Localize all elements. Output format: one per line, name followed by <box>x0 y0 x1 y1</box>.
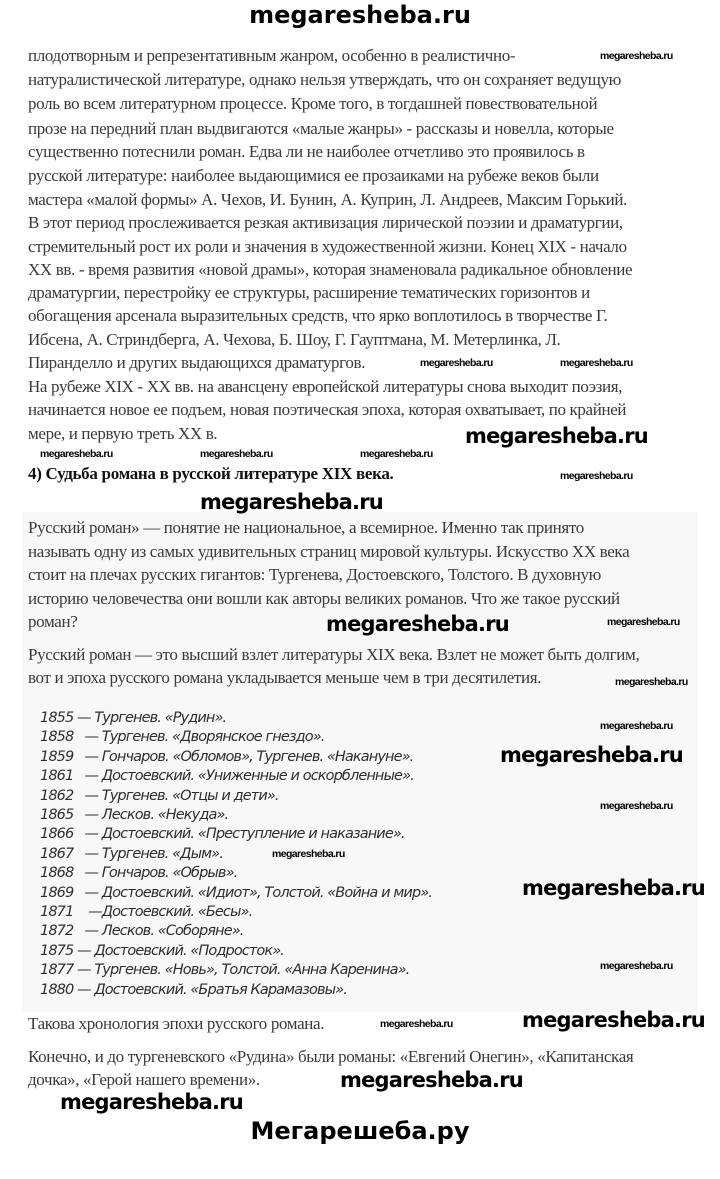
text-line: XX вв. - время развития «новой драмы», которая знаменовала радикальное обновление <box>28 260 633 279</box>
work: — Тургенев. «Отцы и дети». <box>73 787 279 804</box>
text-line: натуралистической литературе, однако нельзя утверждать, что он сохраняет ведущую <box>28 70 622 89</box>
watermark-small: megaresheba.ru <box>607 616 680 628</box>
text-line: стремительный рост их роли и значения в художественной жизни. Конец XIX - начало <box>28 237 627 256</box>
year: 1865 <box>40 807 74 823</box>
text-line: называть одну из самых удивительных страниц мировой культуры. Искусство XX века <box>28 542 630 561</box>
year: 1877 <box>40 962 74 979</box>
text-line: мастера «малой формы» А. Чехов, И. Бунин, А. Куприн, Л. Андреев, Максим Горький. <box>28 190 628 209</box>
text-line: существенно потеснили роман. Едва ли не наиболее отчетливо это проявилось в <box>28 142 585 161</box>
text-line: Ибсена, А. Стриндберга, А. Чехова, Б. Шоу, Г. Гауптмана, М. Метерлинка, Л. <box>28 330 561 349</box>
watermark-small: megaresheba.ru <box>560 470 633 482</box>
section-heading: 4) Судьба романа в русской литературе XIX века. <box>28 464 394 483</box>
work: — Достоевский. «Преступление и наказание». <box>73 826 405 843</box>
year: 1859 <box>40 748 74 765</box>
text-line: Русский роман» — понятие не национальное, а всемирное. Именно так принято <box>28 518 584 537</box>
year: 1875 <box>40 942 74 959</box>
text-line: русской литературе: наиболее выдающимися ее прозаиками на рубеже веков были <box>28 166 599 185</box>
chronology-item <box>40 825 405 843</box>
chronology-item <box>40 922 243 940</box>
work: —Достоевский. «Бесы». <box>73 904 253 920</box>
text-line: стоит на плечах русских гигантов: Тургенева, Достоевского, Толстого. В духовную <box>28 565 602 584</box>
watermark-large: megaresheba.ru <box>522 876 705 900</box>
paragraph-5: Такова хронология эпохи русского романа. <box>28 1014 325 1033</box>
text-line: Пиранделло и других выдающихся драматургов. <box>28 353 366 372</box>
work: — Лесков. «Соборяне». <box>73 923 244 940</box>
chronology-item <box>40 864 237 882</box>
chronology-item <box>40 806 228 824</box>
watermark-large: megaresheba.ru <box>522 1008 705 1032</box>
watermark-small: megaresheba.ru <box>40 448 113 460</box>
text-line: драматургии, перестройку ее структуры, расширение тематических горизонтов и <box>28 283 590 302</box>
text-line: Конечно, и до тургеневского «Рудина» были романы: «Евгений Онегин», «Капитанская <box>28 1047 634 1066</box>
text-line: Русский роман — это высший взлет литературы XIX века. Взлет не может быть долгим, <box>28 645 640 664</box>
work: — Гончаров. «Обрыв». <box>73 865 238 882</box>
text-line: На рубеже XIX - XX вв. на авансцену европейской литературы снова выходит поэзия, <box>28 377 623 396</box>
text-line: вот и эпоха русского романа укладывается меньше чем в три десятилетия. <box>28 668 542 687</box>
work: — Тургенев. «Дворянское гнездо». <box>73 729 325 746</box>
site-footer: Мегарешеба.ру <box>250 1117 470 1145</box>
year: 1869 <box>40 884 74 901</box>
watermark-small: megaresheba.ru <box>600 50 673 62</box>
watermark-large: megaresheba.ru <box>500 743 683 767</box>
chronology-item <box>40 767 414 785</box>
work: — Гончаров. «Обломов», Тургенев. «Накануне». <box>73 748 414 765</box>
work: — Тургенев. «Рудин». <box>73 710 227 726</box>
watermark-large: megaresheba.ru <box>326 612 509 636</box>
year: 1871 <box>40 904 74 920</box>
watermark-small: megaresheba.ru <box>272 848 345 860</box>
year: 1862 <box>40 787 74 804</box>
year: 1868 <box>40 865 74 882</box>
chronology-item <box>40 845 223 863</box>
text-line: роль во всем литературном процессе. Кроме того, в тогдашней повествовательной <box>28 94 598 113</box>
watermark-small: megaresheba.ru <box>420 357 493 369</box>
chronology-item <box>40 942 284 960</box>
watermark-small: megaresheba.ru <box>600 800 673 812</box>
watermark-small: megaresheba.ru <box>615 676 688 688</box>
watermark-small: megaresheba.ru <box>360 448 433 460</box>
watermark-small: megaresheba.ru <box>600 720 673 732</box>
watermark-large: megaresheba.ru <box>60 1090 243 1114</box>
chronology-item <box>40 748 413 766</box>
text-line: мере, и первую треть XX в. <box>28 424 218 443</box>
chronology-item <box>40 728 325 746</box>
work: — Тургенев. «Дым». <box>73 845 223 862</box>
text-line: обогащения арсенала выразительных средств, что ярко воплотилось в творчестве Г. <box>28 306 608 325</box>
work: — Тургенев. «Новь», Толстой. «Анна Каренина». <box>73 962 410 979</box>
work: — Достоевский. «Униженные и оскорбленные». <box>73 768 414 785</box>
chronology-item <box>40 709 226 727</box>
year: 1858 <box>40 729 74 746</box>
text-line: начинается новое ее подъем, новая поэтическая эпоха, которая охватывает, по крайней <box>28 400 627 419</box>
watermark-small: megaresheba.ru <box>200 448 273 460</box>
watermark-small: megaresheba.ru <box>380 1018 453 1030</box>
text-line: историю человечества они вошли как авторы великих романов. Что же такое русский <box>28 589 620 608</box>
text-line: прозе на передний план выдвигаются «малые жанры» - рассказы и новелла, которые <box>28 119 614 138</box>
year: 1861 <box>40 768 74 785</box>
watermark-large: megaresheba.ru <box>465 424 648 448</box>
watermark-small: megaresheba.ru <box>600 960 673 972</box>
chronology-item <box>40 961 409 979</box>
work: — Достоевский. «Подросток». <box>73 942 285 959</box>
year: 1855 <box>40 710 74 726</box>
text-line: роман? <box>28 612 78 631</box>
year: 1880 <box>40 981 74 998</box>
text-line: плодотворным и репрезентативным жанром, особенно в реалистично- <box>28 46 516 65</box>
watermark-large: megaresheba.ru <box>200 490 383 514</box>
watermark-large: megaresheba.ru <box>340 1068 523 1092</box>
chronology-item <box>40 903 252 921</box>
site-header: megaresheba.ru <box>249 1 471 29</box>
chronology-item <box>40 981 347 999</box>
work: — Достоевский. «Идиот», Толстой. «Война и мир». <box>73 884 432 901</box>
chronology-item <box>40 884 432 902</box>
text-line: В этот период прослеживается резкая активизация лирической поэзии и драматургии, <box>28 213 623 232</box>
work: — Лесков. «Некуда». <box>73 807 229 823</box>
year: 1866 <box>40 826 74 843</box>
watermark-small: megaresheba.ru <box>560 357 633 369</box>
text-line: дочка», «Герой нашего времени». <box>28 1070 260 1089</box>
year: 1867 <box>40 845 74 862</box>
year: 1872 <box>40 923 74 940</box>
chronology-item <box>40 787 279 805</box>
work: — Достоевский. «Братья Карамазовы». <box>73 981 347 998</box>
